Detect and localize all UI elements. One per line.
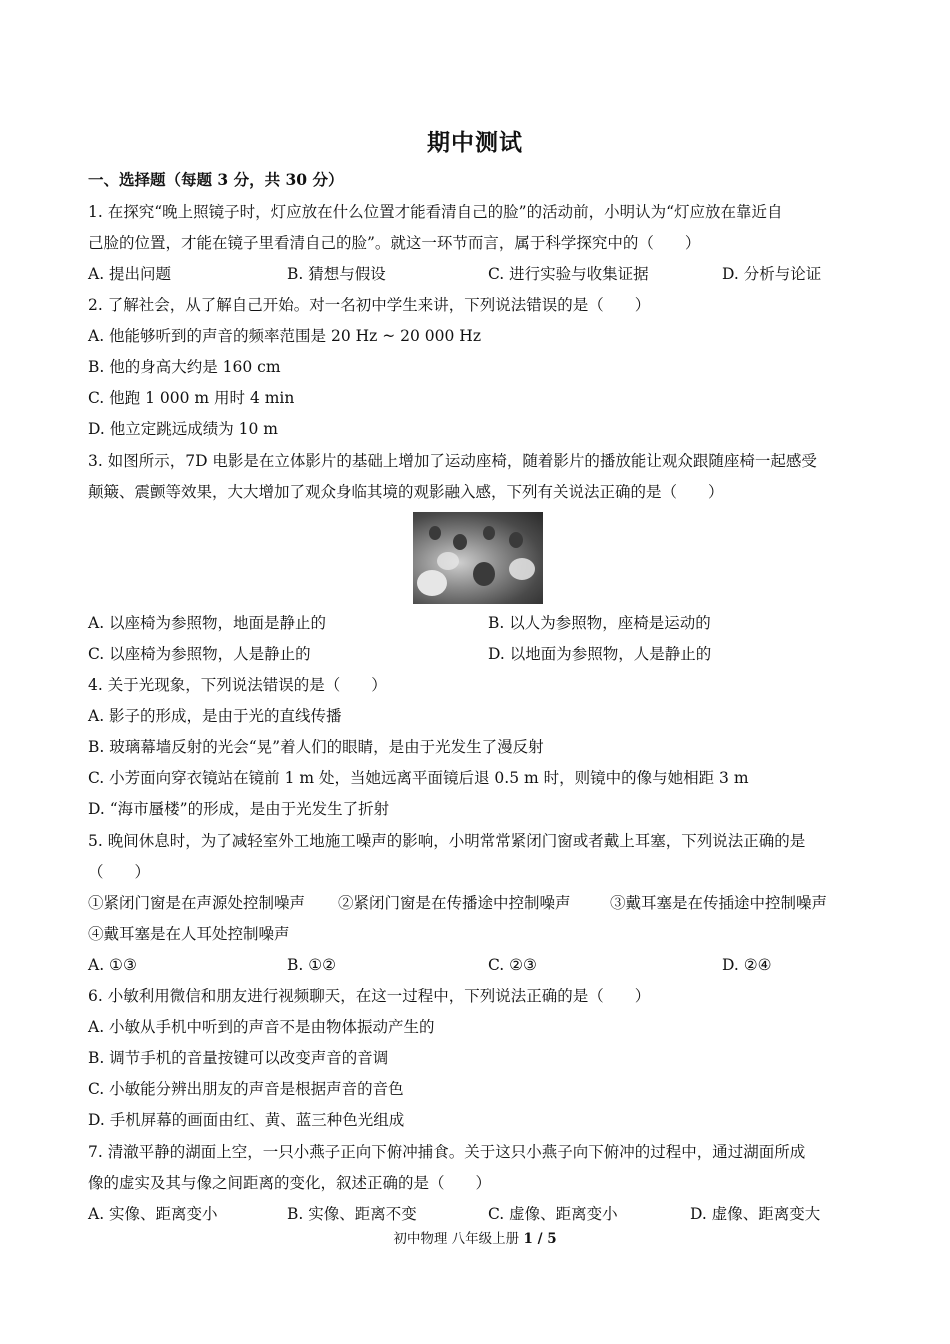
q2-option-b: B. 他的身高大约是 160 cm <box>88 358 281 376</box>
question-6-text: 6. 小敏利用微信和朋友进行视频聊天，在这一过程中，下列说法正确的是（ ） <box>88 987 651 1005</box>
q2-option-a: A. 他能够听到的声音的频率范围是 20 Hz ~ 20 000 Hz <box>88 327 481 345</box>
footer-course: 初中物理 八年级上册 <box>393 1231 520 1247</box>
question-1-text-cont: 己脸的位置，才能在镜子里看清自己的脸”。就这一环节而言，属于科学探究中的（ ） <box>88 234 701 252</box>
q6-option-d: D. 手机屏幕的画面由红、黄、蓝三种色光组成 <box>88 1111 405 1129</box>
q7-option-c: C. 虚像、距离变小 <box>488 1205 618 1223</box>
q1-option-c: C. 进行实验与收集证据 <box>488 265 649 283</box>
page-title: 期中测试 <box>427 129 523 156</box>
section-heading: 一、选择题（每题 3 分，共 30 分） <box>88 170 344 189</box>
question-3-text: 3. 如图所示，7D 电影是在立体影片的基础上增加了运动座椅，随着影片的播放能让观众跟随座椅一起感受 <box>88 452 817 470</box>
q5-option-a: A. ①③ <box>88 956 137 974</box>
q7-option-b: B. 实像、距离不变 <box>287 1205 417 1223</box>
q3-option-b: B. 以人为参照物，座椅是运动的 <box>488 614 711 632</box>
q4-option-d: D. “海市蜃楼”的形成，是由于光发生了折射 <box>88 800 390 818</box>
question-2-text: 2. 了解社会，从了解自己开始。对一名初中学生来讲，下列说法错误的是（ ） <box>88 296 651 314</box>
q5-statement-2: ②紧闭门窗是在传播途中控制噪声 <box>338 894 571 912</box>
q7-option-a: A. 实像、距离变小 <box>88 1205 218 1223</box>
question-1-text: 1. 在探究“晚上照镜子时，灯应放在什么位置才能看清自己的脸”的活动前，小明认为“灯应放在靠近自 <box>88 203 783 221</box>
q5-statement-3: ③戴耳塞是在传插途中控制噪声 <box>610 894 828 912</box>
page-number: 1 / 5 <box>523 1231 557 1247</box>
question-5-text-cont: （ ） <box>88 863 151 881</box>
q4-option-b: B. 玻璃幕墙反射的光会“晃”着人们的眼睛，是由于光发生了漫反射 <box>88 738 544 756</box>
q5-option-b: B. ①② <box>287 956 337 974</box>
question-7-text: 7. 清澈平静的湖面上空，一只小燕子正向下俯冲捕食。关于这只小燕子向下俯冲的过程中，通过湖面所成 <box>88 1143 806 1161</box>
page-footer <box>0 1227 950 1247</box>
q3-option-d: D. 以地面为参照物，人是静止的 <box>488 645 712 663</box>
question-3-text-cont: 颠簸、震颤等效果，大大增加了观众身临其境的观影融入感，下列有关说法正确的是（ ） <box>88 483 724 501</box>
q1-option-b: B. 猜想与假设 <box>287 265 386 283</box>
q5-statement-4: ④戴耳塞是在人耳处控制噪声 <box>88 925 290 943</box>
question-4-text: 4. 关于光现象，下列说法错误的是（ ） <box>88 676 387 694</box>
question-5-text: 5. 晚间休息时，为了减轻室外工地施工噪声的影响，小明常常紧闭门窗或者戴上耳塞，下列说法正确的是 <box>88 832 806 850</box>
q3-option-c: C. 以座椅为参照物，人是静止的 <box>88 645 311 663</box>
q6-option-a: A. 小敏从手机中听到的声音不是由物体振动产生的 <box>88 1018 435 1036</box>
q1-option-d: D. 分析与论证 <box>722 265 822 283</box>
q1-option-a: A. 提出问题 <box>88 265 172 283</box>
cinema-audience-photo <box>413 512 543 604</box>
q2-option-d: D. 他立定跳远成绩为 10 m <box>88 420 279 438</box>
q6-option-b: B. 调节手机的音量按键可以改变声音的音调 <box>88 1049 389 1067</box>
q5-option-d: D. ②④ <box>722 956 772 974</box>
q2-option-c: C. 他跑 1 000 m 用时 4 min <box>88 389 295 407</box>
q3-option-a: A. 以座椅为参照物，地面是静止的 <box>88 614 327 632</box>
q5-statement-1: ①紧闭门窗是在声源处控制噪声 <box>88 894 306 912</box>
q5-option-c: C. ②③ <box>488 956 537 974</box>
q4-option-a: A. 影子的形成，是由于光的直线传播 <box>88 707 342 725</box>
question-7-text-cont: 像的虚实及其与像之间距离的变化，叙述正确的是（ ） <box>88 1174 492 1192</box>
q6-option-c: C. 小敏能分辨出朋友的声音是根据声音的音色 <box>88 1080 404 1098</box>
q4-option-c: C. 小芳面向穿衣镜站在镜前 1 m 处，当她远离平面镜后退 0.5 m 时，则镜中的像与她相距 3 m <box>88 769 749 787</box>
q7-option-d: D. 虚像、距离变大 <box>690 1205 821 1223</box>
